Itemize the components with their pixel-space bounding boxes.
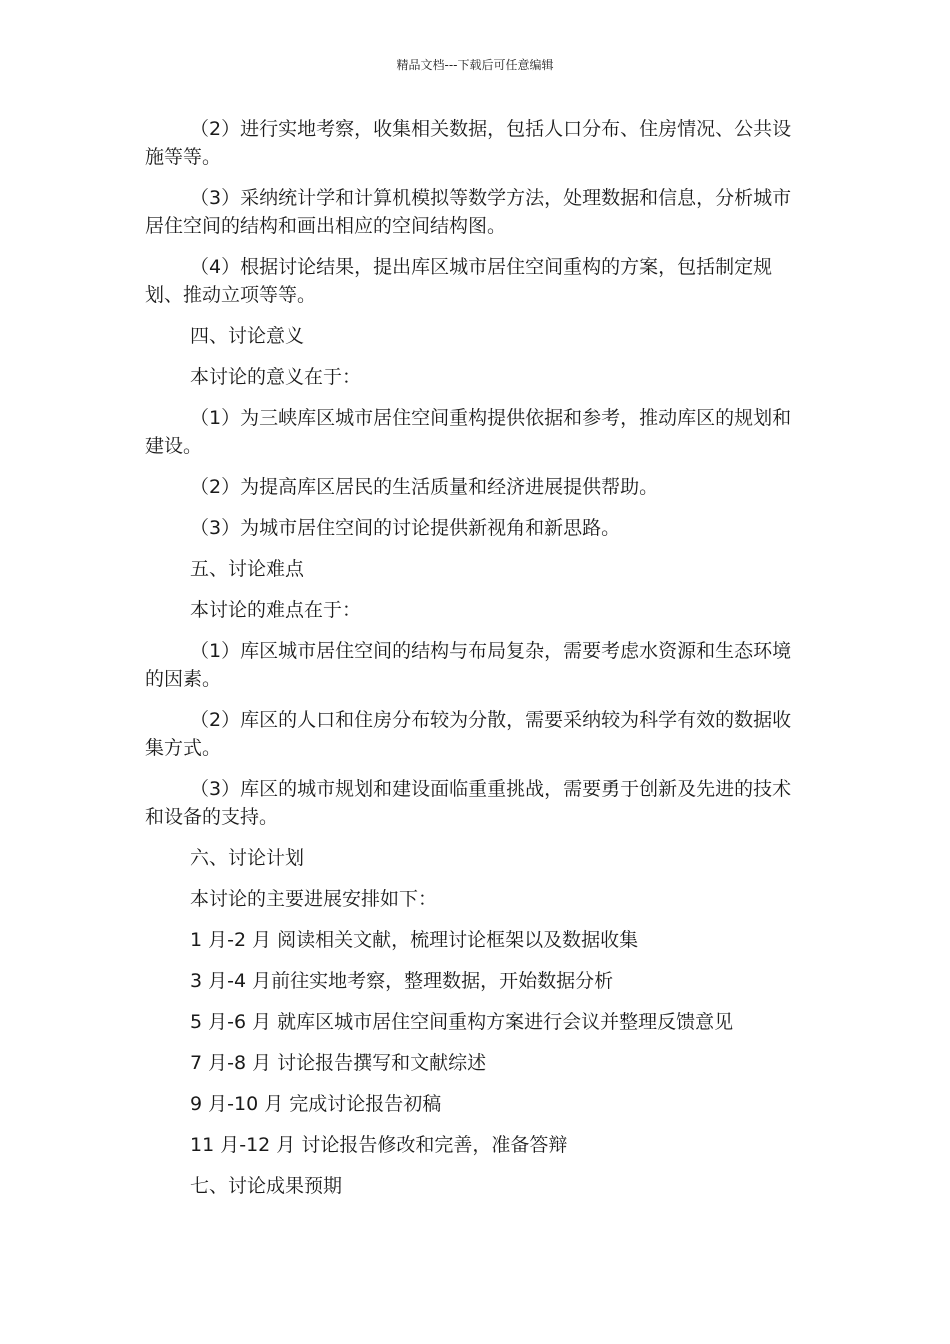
section-heading-expected-results: 七、讨论成果预期 — [190, 1175, 343, 1197]
paragraph-difficulties-intro: 本讨论的难点在于： — [190, 599, 362, 621]
paragraph-significance-intro: 本讨论的意义在于： — [190, 366, 362, 388]
paragraph-plan-intro: 本讨论的主要进展安排如下： — [190, 888, 438, 910]
paragraph-method-2: （2）进行实地考察，收集相关数据，包括人口分布、住房情况、公共设施等等。 — [145, 118, 792, 168]
paragraph-difficulty-2: （2）库区的人口和住房分布较为分散，需要采纳较为科学有效的数据收集方式。 — [145, 709, 792, 759]
page-header: 精品文档---下载后可任意编辑 — [396, 58, 554, 72]
schedule-item-jul-aug: 7 月-8 月 讨论报告撰写和文献综述 — [190, 1052, 487, 1074]
document-body — [145, 115, 810, 1213]
paragraph-significance-2: （2）为提高库区居民的生活质量和经济进展提供帮助。 — [190, 476, 659, 498]
paragraph-method-4: （4）根据讨论结果，提出库区城市居住空间重构的方案，包括制定规划、推动立项等等。 — [145, 256, 773, 306]
section-heading-difficulties: 五、讨论难点 — [190, 558, 305, 580]
schedule-item-nov-dec: 11 月-12 月 讨论报告修改和完善，准备答辩 — [190, 1134, 568, 1156]
paragraph-difficulty-1: （1）库区城市居住空间的结构与布局复杂，需要考虑水资源和生态环境的因素。 — [145, 640, 792, 690]
paragraph-difficulty-3: （3）库区的城市规划和建设面临重重挑战，需要勇于创新及先进的技术和设备的支持。 — [145, 778, 792, 828]
section-heading-plan: 六、讨论计划 — [190, 847, 305, 869]
schedule-item-mar-apr: 3 月-4 月前往实地考察，整理数据，开始数据分析 — [190, 970, 614, 992]
schedule-item-sep-oct: 9 月-10 月 完成讨论报告初稿 — [190, 1093, 442, 1115]
schedule-item-may-jun: 5 月-6 月 就库区城市居住空间重构方案进行会议并整理反馈意见 — [190, 1011, 734, 1033]
schedule-item-jan-feb: 1 月-2 月 阅读相关文献，梳理讨论框架以及数据收集 — [190, 929, 639, 951]
paragraph-method-3: （3）采纳统计学和计算机模拟等数学方法，处理数据和信息，分析城市居住空间的结构和画出相应的空间结构图。 — [145, 187, 792, 237]
section-heading-significance: 四、讨论意义 — [190, 325, 305, 347]
paragraph-significance-3: （3）为城市居住空间的讨论提供新视角和新思路。 — [190, 517, 621, 539]
paragraph-significance-1: （1）为三峡库区城市居住空间重构提供依据和参考，推动库区的规划和建设。 — [145, 407, 792, 457]
